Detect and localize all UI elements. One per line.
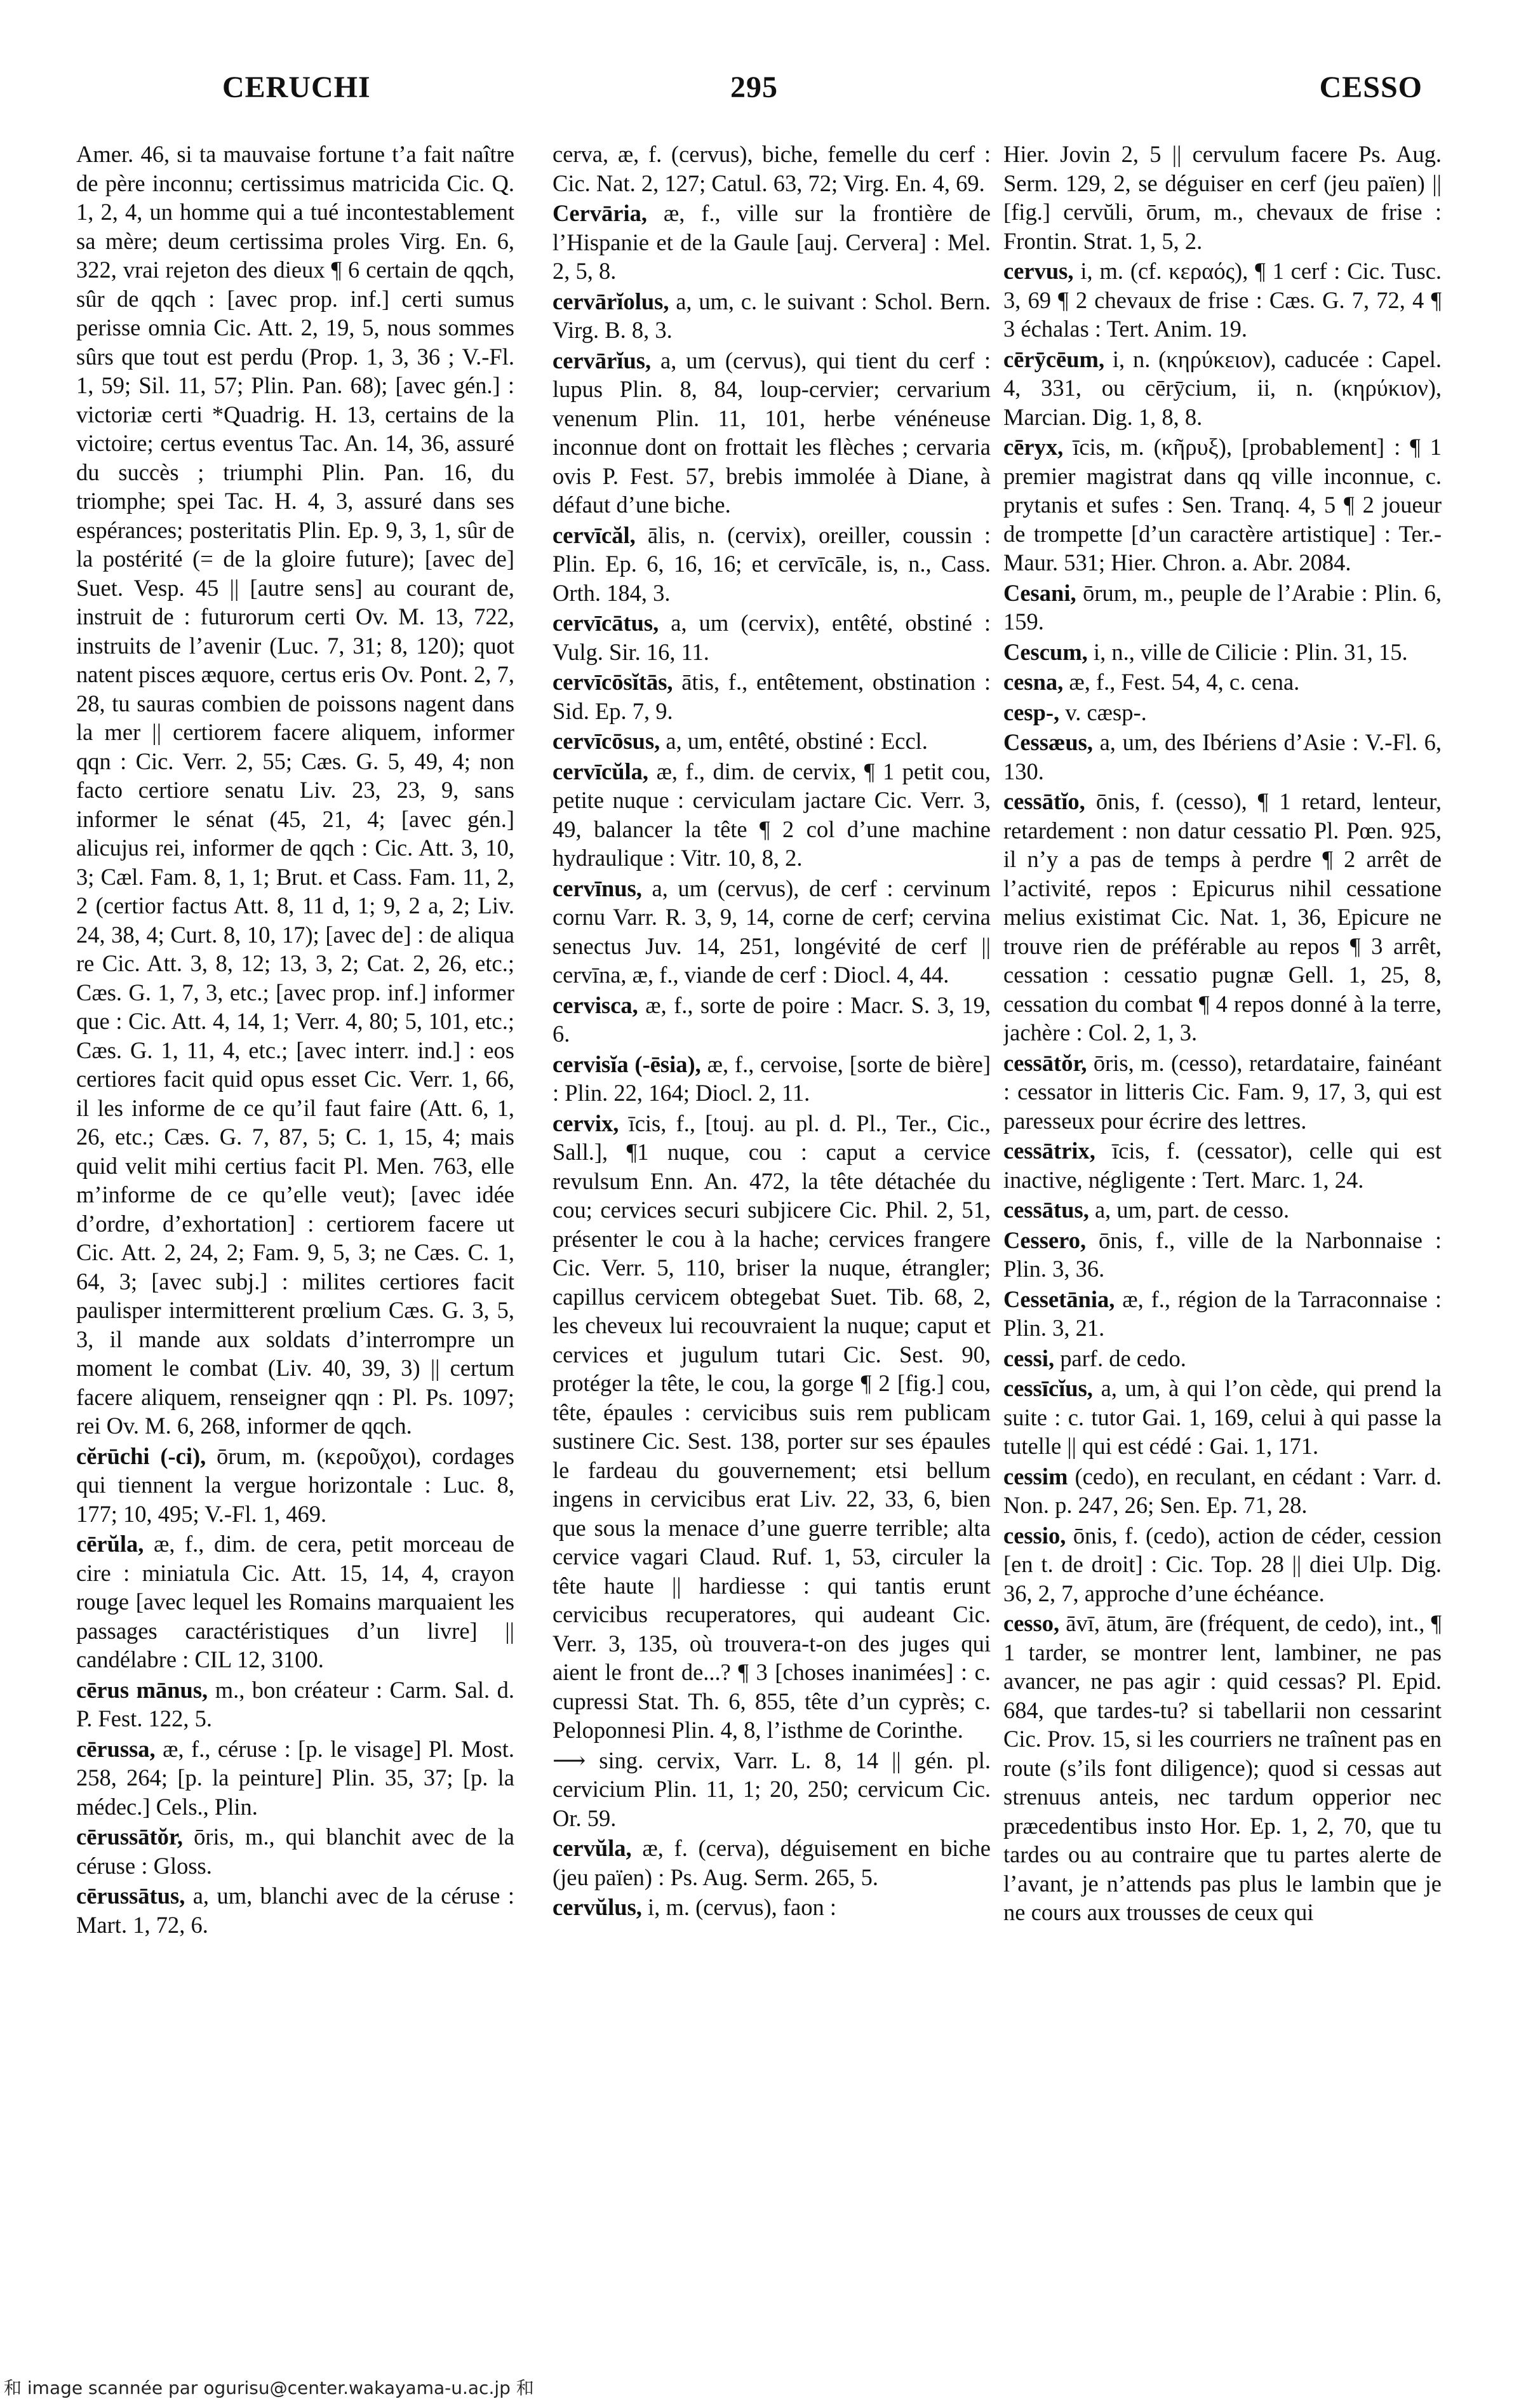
- entry-headword: cervīcŭla,: [552, 758, 649, 784]
- entry-headword: Cessero,: [1003, 1227, 1087, 1253]
- entry-headword: Cessæus,: [1003, 729, 1093, 755]
- column-2: [552, 140, 991, 2312]
- dictionary-entry: [1003, 638, 1442, 667]
- entry-headword: cervisĭa (-ēsia),: [552, 1051, 701, 1077]
- entry-headword: cērussātus,: [76, 1883, 185, 1909]
- entry-text: m., bon créateur : Carm. Sal. d. P. Fest. 122, 5.: [76, 1676, 514, 1731]
- entry-headword: cērus mānus,: [76, 1676, 208, 1703]
- entry-headword: cervārĭus,: [552, 347, 652, 373]
- dictionary-entry: [76, 1735, 514, 1822]
- dictionary-entry: [1003, 1609, 1442, 1927]
- entry-text: ōris, m. (cesso), retardataire, fainéant : cessator in litteris Cic. Fam. 9, 17, 3, qui est paresseux pour écrire des lettres.: [1003, 1049, 1442, 1134]
- entry-text: a, um, blanchi avec de la céruse : Mart. 1, 72, 6.: [76, 1883, 514, 1938]
- entry-headword: cessi,: [1003, 1345, 1055, 1371]
- entry-text: æ, f. (cerva), déguisement en biche (jeu païen) : Ps. Aug. Serm. 265, 5.: [552, 1835, 991, 1890]
- dictionary-entry: [552, 521, 991, 608]
- entry-headword: cervus,: [1003, 258, 1074, 284]
- dictionary-entry: [1003, 1226, 1442, 1284]
- dictionary-entry: [552, 757, 991, 873]
- dictionary-entry: [552, 608, 991, 666]
- entry-headword: cessim: [1003, 1463, 1068, 1489]
- entry-headword: cesna,: [1003, 669, 1064, 695]
- dictionary-entry: [1003, 1049, 1442, 1136]
- entry-text: a, um, entêté, obstiné : Eccl.: [666, 728, 928, 754]
- entry-text: ōnis, f. (cedo), action de céder, cession [en t. de droit] : Cic. Top. 28 || diei Ulp. Dig. 36, 2, 7, approche d’une échéance.: [1003, 1522, 1442, 1606]
- dictionary-entry: [552, 1109, 991, 1745]
- entry-text: æ, f., céruse : [p. le visage] Pl. Most. 258, 264; [p. la peinture] Plin. 35, 37; [p. la médec.] Cels., Plin.: [76, 1735, 514, 1820]
- dictionary-entry: [552, 1834, 991, 1892]
- entry-text: ōrum, m., peuple de l’Arabie : Plin. 6, 159.: [1003, 579, 1442, 635]
- entry-headword: cervisca,: [552, 991, 638, 1018]
- entry-headword: cērussa,: [76, 1735, 156, 1762]
- entry-headword: cērŭla,: [76, 1531, 144, 1557]
- header-left-guideword: CERUCHI: [222, 71, 371, 104]
- dictionary-entry: [1003, 345, 1442, 432]
- entry-text: ⟶ sing. cervix, Varr. L. 8, 14 || gén. pl. cervicium Plin. 11, 1; 20, 250; cervicum Cic. Or. 59.: [552, 1747, 991, 1831]
- dictionary-entry: [1003, 1521, 1442, 1608]
- dictionary-entry: [1003, 1344, 1442, 1373]
- entry-text: i, m. (cf. κεραός), ¶ 1 cerf : Cic. Tusc. 3, 69 ¶ 2 chevaux de frise : Cæs. G. 7, 72, 4 ¶ 3 échalas : Tert. Anim. 19.: [1003, 258, 1442, 342]
- entry-continuation: [76, 140, 514, 1441]
- entry-text: īcis, f. (cessator), celle qui est inactive, négligente : Tert. Marc. 1, 24.: [1003, 1138, 1442, 1193]
- entry-text: āvī, ātum, āre (fréquent, de cedo), int., ¶ 1 tarder, se montrer lent, lambiner, ne pas avancer, ne pas agir : quid cessas? Pl. Epid. 684, que tardes-tu? si tabellarii non cessarint Cic. Prov. 15, si les courriers ne traînent pas en route (s’ils font diligence); quod si cessas aut strenuus anteis, nec tardum opperior nec præcedentibus insto Hor. Ep. 1, 2, 70, que tu tardes ou au contraire que tu partes alerte de l’avant, je n’attends pas plus le lambin que je ne cours aux trousses de ceux qui: [1003, 1610, 1442, 1925]
- entry-text: i, n. (κηρύκειον), caducée : Capel. 4, 331, ou cērȳcium, ii, n. (κηρύκιον), Marcian. Dig. 1, 8, 8.: [1003, 346, 1442, 430]
- entry-headword: Cesani,: [1003, 579, 1076, 606]
- entry-text: Amer. 46, si ta mauvaise fortune t’a fait naître de père inconnu; certissimus matricida Cic. Q. 1, 2, 4, un homme qui a tué incontestablement sa mère; deum certissima proles Virg. En. 6, 322, vrai rejeton des dieux ¶ 6 certain de qqch, sûr de qqch : [avec prop. inf.] certi sumus perisse omnia Cic. Att. 2, 19, 5, nous sommes sûrs que tout est perdu (Prop. 1, 3, 36 ; V.-Fl. 1, 59; Sil. 11, 57; Plin. Pan. 68); [avec gén.] : victoriæ certi *Quadrig. H. 13, certains de la victoire; certus eventus Tac. An. 14, 36, assuré du succès ; triumphi Plin. Pan. 16, du triomphe; spei Tac. H. 4, 3, assuré dans ses espérances; posteritatis Plin. Ep. 9, 3, 1, sûr de la postérité (= de la gloire future); [avec de] Suet. Vesp. 45 || [autre sens] au courant de, instruit de : futurorum certi Ov. M. 13, 722, instruits de l’avenir (Luc. 7, 31; 8, 120); quot natent pisces æquore, certus eris Ov. Pont. 2, 7, 28, tu sauras combien de poissons nagent dans la mer || certiorem facere aliquem, informer qqn : Cic. Verr. 2, 55; Cæs. G. 5, 49, 4; non facto certiore senatu Liv. 23, 23, 9, sans informer le sénat (45, 21, 4; [avec gén.] alicujus rei, informer de qqch : Cic. Att. 3, 10, 3; Cæl. Fam. 8, 1, 1; Brut. et Cass. Fam. 11, 2, 2 (certior factus Att. 8, 11 d, 1; 9, 2 a, 2; Liv. 24, 38, 4; Curt. 8, 10, 17); [avec de] : de aliqua re Cic. Att. 3, 8, 12; 13, 3, 2; Cat. 2, 26, etc.; Cæs. G. 1, 7, 3, etc.; [avec prop. inf.] informer que : Cic. Att. 4, 14, 1; Verr. 4, 80; 5, 101, etc.; Cæs. G. 1, 11, 4, etc.; [avec interr. ind.] : eos certiores facit quid opus esset Cic. Verr. 1, 66, il les informe de ce qu’il faut faire (Att. 6, 1, 26, etc.; Cæs. G. 7, 87, 5; C. 1, 15, 4; mais quid velit mihi certius facit Pl. Men. 763, elle m’informe de ce qu’elle veut); [avec idée d’ordre, d’exhortation] : certiorem facere ut Cic. Att. 2, 24, 2; Fam. 9, 5, 3; ne Cæs. C. 1, 64, 3; [avec subj.] : milites certiores facit paulisper intermitterent prœlium Cæs. G. 3, 5, 3, il mande aux soldats d’interrompre un moment le combat (Liv. 40, 39, 3) || certum facere aliquem, renseigner qqn : Pl. Ps. 1097; rei Ov. M. 6, 268, informer de qqch.: [76, 141, 514, 1439]
- entry-headword: cervīcātus,: [552, 610, 659, 636]
- entry-text: æ, f., sorte de poire : Macr. S. 3, 19, 6.: [552, 991, 991, 1047]
- page-header: [76, 70, 1448, 121]
- dictionary-entry: [1003, 1195, 1442, 1225]
- entry-text: a, um (cervus), de cerf : cervinum cornu Varr. R. 3, 9, 14, corne de cerf; cervina senectus Juv. 14, 251, longévité de cerf || cervīna, æ, f., viande de cerf : Diocl. 4, 44.: [552, 875, 991, 988]
- dictionary-entry: [1003, 1374, 1442, 1461]
- dictionary-entry: [76, 1881, 514, 1939]
- dictionary-entry: [1003, 698, 1442, 727]
- entry-text: æ, f., dim. de cera, petit morceau de cire : miniatula Cic. Att. 15, 14, 4, crayon rouge [avec lequel les Romains marquaient les passages caractéristiques d’un livre] || candélabre : CIL 12, 3100.: [76, 1531, 514, 1672]
- dictionary-entry: [1003, 787, 1442, 1047]
- dictionary-entry: [1003, 1462, 1442, 1520]
- entry-headword: cervŭlus,: [552, 1894, 642, 1920]
- dictionary-entry: [76, 1822, 514, 1880]
- entry-headword: cervix,: [552, 1110, 619, 1136]
- dictionary-entry: [1003, 1136, 1442, 1194]
- entry-text: a, um, des Ibériens d’Asie : V.-Fl. 6, 130.: [1003, 729, 1442, 784]
- entry-headword: cervīcōsus,: [552, 728, 660, 754]
- entry-text: a, um, part. de cesso.: [1094, 1197, 1290, 1223]
- entry-text: (cedo), en reculant, en cédant : Varr. d. Non. p. 247, 26; Sen. Ep. 71, 28.: [1003, 1463, 1442, 1518]
- dictionary-entry: [1003, 257, 1442, 344]
- dictionary-entry: [552, 874, 991, 990]
- dictionary-entry: [552, 668, 991, 725]
- entry-continuation: [552, 1746, 991, 1833]
- entry-text: a, um, c. le suivant : Schol. Bern. Virg. B. 8, 3.: [552, 288, 991, 343]
- entry-text: æ, f., ville sur la frontière de l’Hispanie et de la Gaule [auj. Cervera] : Mel. 2, 5, 8.: [552, 200, 991, 284]
- entry-continuation: [552, 140, 991, 198]
- entry-text: ālis, n. (cervix), oreiller, coussin : Plin. Ep. 6, 16, 16; et cervīcāle, is, n., Cass. Orth. 184, 3.: [552, 521, 991, 606]
- entry-text: ōris, m., qui blanchit avec de la céruse : Gloss.: [76, 1824, 514, 1879]
- dictionary-entry: [76, 1529, 514, 1674]
- entry-text: īcis, f., [touj. au pl. d. Pl., Ter., Cic., Sall.], ¶1 nuque, cou : caput a cervice revulsum Enn. An. 472, la tête détachée du cou; cervices securi subjicere Cic. Phil. 2, 51, présenter le cou à la hache; cervices frangere Cic. Verr. 5, 110, briser la nuque, étrangler; capillus cervicem obtegebat Suet. Tib. 68, 2, les cheveux lui recouvraient la nuque; caput et cervices et jugulum tutari Cic. Sest. 90, protéger la tête, le cou, la gorge ¶ 2 [fig.] cou, tête, épaules : cervicibus suis rem publicam sustinere Cic. Sest. 138, porter sur ses épaules le fardeau du gouvernement; etsi bellum ingens in cervicibus erat Liv. 22, 33, 6, bien que sous la menace d’une guerre terrible; alta cervice vagari Claud. Ruf. 1, 53, circuler la tête haute || hardiesse : qui tantis erunt cervicibus recuperatores, qui audeant Cic. Verr. 3, 135, où trouvera-t-on des juges qui aient le front de...? ¶ 3 [choses inanimées] : c. cupressi Stat. Th. 6, 855, tête d’un cyprès; c. Peloponnesi Plin. 4, 8, l’isthme de Corinthe.: [552, 1110, 991, 1743]
- dictionary-entry: [1003, 1285, 1442, 1343]
- entry-headword: cessīcĭus,: [1003, 1375, 1093, 1401]
- dictionary-entry: [1003, 433, 1442, 577]
- entry-text: v. cæsp-.: [1065, 699, 1147, 725]
- entry-text: æ, f., cervoise, [sorte de bière] : Plin. 22, 164; Diocl. 2, 11.: [552, 1051, 991, 1106]
- entry-text: ōnis, f. (cesso), ¶ 1 retard, lenteur, retardement : non datur cessatio Pl. Pœn. 925, il n’y a pas de temps à perdre ¶ 2 arrêt de l’activité, repos : Epicurus nihil cessatione melius existimat Cic. Nat. 1, 36, Epicure ne trouve rien de préférable au repos ¶ 3 arrêt, cessation : cessatio pugnæ Gell. 1, 25, 8, cessation du combat ¶ 4 repos donné à la terre, jachère : Col. 2, 1, 3.: [1003, 788, 1442, 1045]
- entry-text: æ, f., dim. de cervix, ¶ 1 petit cou, petite nuque : cerviculam jactare Cic. Verr. 3, 49, balancer la tête ¶ 2 col d’une machine hydraulique : Vitr. 10, 8, 2.: [552, 758, 991, 871]
- entry-headword: cessātŏr,: [1003, 1049, 1087, 1076]
- entry-headword: cĕrūchi (-ci),: [76, 1442, 206, 1469]
- entry-text: i, m. (cervus), faon :: [648, 1894, 837, 1920]
- entry-headword: cervŭla,: [552, 1835, 632, 1861]
- entry-text: a, um (cervix), entêté, obstiné : Vulg. Sir. 16, 11.: [552, 610, 991, 665]
- header-right-guideword: CESSO: [1319, 71, 1423, 104]
- entry-text: i, n., ville de Cilicie : Plin. 31, 15.: [1093, 638, 1408, 665]
- dictionary-entry: [552, 991, 991, 1049]
- entry-continuation: [1003, 140, 1442, 255]
- entry-text: a, um (cervus), qui tient du cerf : lupus Plin. 8, 84, loup-cervier; cervarium venenum Plin. 11, 101, herbe vénéneuse inconnue dont on frottait les flèches ; cervaria ovis P. Fest. 57, brebis immolée à Diane, à défaut d’une biche.: [552, 347, 991, 518]
- entry-text: ōrum, m. (κεροῦχοι), cordages qui tiennent la vergue horizontale : Luc. 8, 177; 10, 495; V.-Fl. 1, 469.: [76, 1442, 514, 1527]
- entry-text: Hier. Jovin 2, 5 || cervulum facere Ps. Aug. Serm. 129, 2, se déguiser en cerf (jeu païen) || [fig.] cervŭli, ōrum, m., chevaux de frise : Frontin. Strat. 1, 5, 2.: [1003, 141, 1442, 254]
- entry-headword: cērȳcēum,: [1003, 346, 1105, 372]
- entry-headword: cērussātŏr,: [76, 1824, 183, 1850]
- dictionary-entry: [76, 1676, 514, 1733]
- entry-headword: Cervāria,: [552, 200, 647, 226]
- entry-text: a, um, à qui l’on cède, qui prend la suite : c. tutor Gai. 1, 169, celui à qui passe la tutelle || qui est cédé : Gai. 1, 171.: [1003, 1375, 1442, 1459]
- entry-text: æ, f., région de la Tarraconnaise : Plin. 3, 21.: [1003, 1286, 1442, 1341]
- page-number: 295: [730, 71, 778, 104]
- dictionary-entry: [552, 727, 991, 756]
- column-1: [76, 140, 514, 2312]
- entry-headword: cessātĭo,: [1003, 788, 1085, 814]
- dictionary-entry: [1003, 579, 1442, 636]
- entry-headword: cesso,: [1003, 1610, 1060, 1636]
- entry-text: æ, f., Fest. 54, 4, c. cena.: [1069, 669, 1300, 695]
- scan-credit: 和 image scannée par ogurisu@center.wakayama-u.ac.jp 和: [4, 2377, 534, 2398]
- entry-headword: cessātus,: [1003, 1197, 1089, 1223]
- entry-headword: cervīcăl,: [552, 521, 636, 548]
- entry-headword: cessio,: [1003, 1522, 1066, 1549]
- dictionary-entry: [552, 1050, 991, 1108]
- entry-text: parf. de cedo.: [1060, 1345, 1186, 1371]
- entry-text: cerva, æ, f. (cervus), biche, femelle du cerf : Cic. Nat. 2, 127; Catul. 63, 72; Virg. En. 4, 69.: [552, 141, 991, 196]
- dictionary-entry: [1003, 728, 1442, 786]
- dictionary-entry: [552, 199, 991, 286]
- entry-headword: cesp-,: [1003, 699, 1060, 725]
- entry-text: ātis, f., entêtement, obstination : Sid. Ep. 7, 9.: [552, 669, 991, 724]
- dictionary-entry: [552, 1893, 991, 1922]
- column-3: [1003, 140, 1442, 2312]
- entry-headword: cervārĭolus,: [552, 288, 669, 314]
- entry-headword: cervīnus,: [552, 875, 642, 901]
- entry-headword: Cessetānia,: [1003, 1286, 1115, 1312]
- dictionary-entry: [552, 287, 991, 345]
- entry-headword: cēryx,: [1003, 434, 1064, 460]
- dictionary-entry: [1003, 668, 1442, 697]
- entry-text: ōnis, f., ville de la Narbonnaise : Plin. 3, 36.: [1003, 1227, 1442, 1282]
- entry-headword: Cescum,: [1003, 638, 1088, 665]
- dictionary-entry: [76, 1442, 514, 1529]
- dictionary-entry: [552, 346, 991, 520]
- entry-text: īcis, m. (κῆρυξ), [probablement] : ¶ 1 premier magistrat dans qq ville inconnue, c. prytanis et sufes : Sen. Tranq. 4, 5 ¶ 2 joueur de trompette [d’un caractère artistique] : Ter.-Maur. 531; Hier. Chron. a. Abr. 2084.: [1003, 434, 1442, 575]
- entry-headword: cervīcōsĭtās,: [552, 669, 673, 695]
- entry-headword: cessātrix,: [1003, 1138, 1095, 1164]
